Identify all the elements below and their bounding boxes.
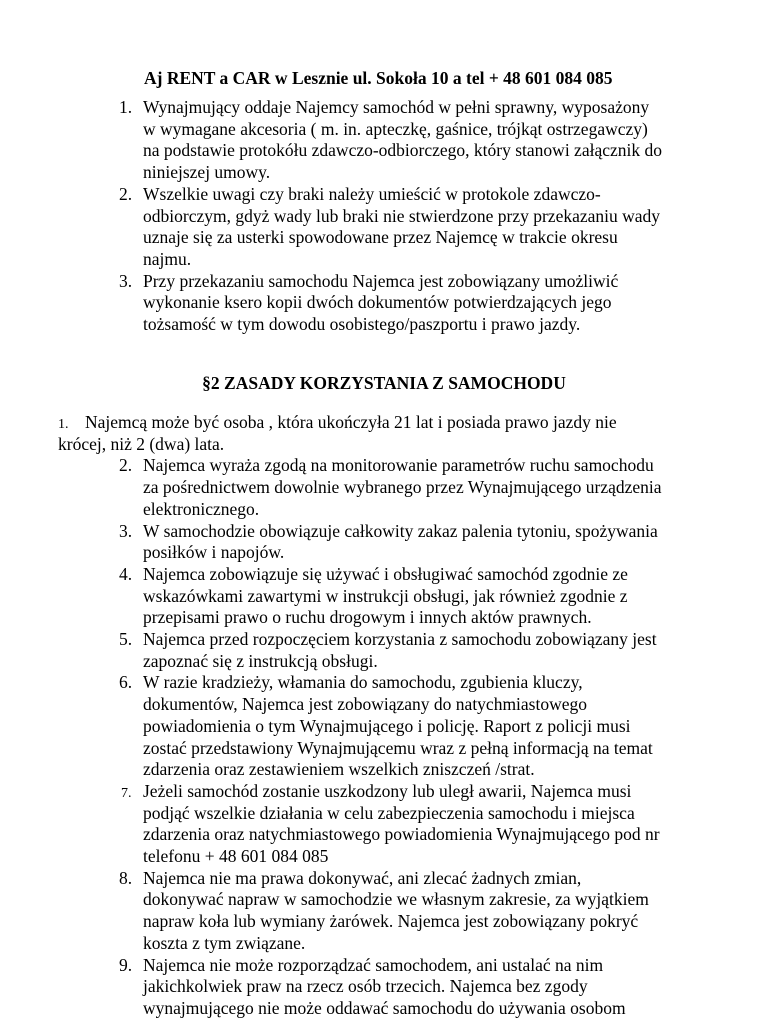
list-item-line: Najemca nie może rozporządzać samochodem, ani ustalać na nim bbox=[143, 954, 604, 975]
list-item-number: 7. bbox=[121, 785, 132, 801]
list-item-line: za pośrednictwem dowolnie wybranego przez Wynajmującego urządzenia bbox=[143, 477, 662, 498]
list-item-line: Najemca przed rozpoczęciem korzystania z samochodu zobowiązany jest bbox=[143, 629, 657, 650]
list-item-line: W razie kradzieży, włamania do samochodu, zgubienia kluczy, bbox=[143, 672, 583, 693]
list-item-line: wskazówkami zawartymi w instrukcji obsługi, jak również zgodnie z bbox=[143, 585, 628, 606]
list-item-number: 8. bbox=[119, 867, 133, 888]
list-item-line: powiadomienia o tym Wynajmującego i policję. Raport z policji musi bbox=[143, 715, 631, 736]
section2-list bbox=[0, 412, 768, 1020]
list-item-line: telefonu + 48 601 084 085 bbox=[143, 846, 329, 867]
list-item-number: 9. bbox=[119, 954, 133, 975]
list-item-line: Wszelkie uwagi czy braki należy umieścić w protokole zdawczo- bbox=[143, 183, 601, 204]
list-item bbox=[0, 184, 768, 271]
list-item-line: odbiorczym, gdyż wady lub braki nie stwierdzone przy przekazaniu wady bbox=[143, 205, 661, 226]
list-item-line: dokonywać napraw w samochodzie we własnym zakresie, za wyjątkiem bbox=[143, 889, 649, 910]
list-item bbox=[0, 412, 768, 455]
list-item bbox=[0, 455, 768, 520]
list-item bbox=[0, 781, 768, 868]
list-item bbox=[0, 629, 768, 672]
list-item-line: Wynajmujący oddaje Najemcy samochód w pełni sprawny, wyposażony bbox=[143, 97, 650, 117]
section2-title: §2 ZASADY KORZYSTANIA Z SAMOCHODU bbox=[202, 373, 566, 393]
list-item-line: przepisami prawo o ruchu drogowym i innych aktów prawnych. bbox=[143, 607, 592, 628]
list-item-line: Najemcą może być osoba , która ukończyła 21 lat i posiada prawo jazdy nie bbox=[85, 412, 617, 432]
document-header: Aj RENT a CAR w Lesznie ul. Sokoła 10 a tel + 48 601 084 085 bbox=[144, 68, 613, 88]
list-item-number: 1. bbox=[119, 97, 133, 117]
list-item-line: podjąć wszelkie działania w celu zabezpieczenia samochodu i miejsca bbox=[143, 802, 635, 823]
list-item-line: Przy przekazaniu samochodu Najemca jest zobowiązany umożliwić bbox=[143, 270, 619, 291]
list-item-line: niniejszej umowy. bbox=[143, 162, 271, 183]
list-item-line: posiłków i napojów. bbox=[143, 542, 285, 563]
list-item-line: wykonanie ksero kopii dwóch dokumentów potwierdzających jego bbox=[143, 292, 612, 313]
list-item-number: 3. bbox=[119, 270, 133, 291]
list-item-line: wynajmującego nie może oddawać samochodu do używania osobom bbox=[143, 997, 626, 1018]
list-item-number: 1. bbox=[58, 417, 69, 432]
list-item-line: Najemca wyraża zgodą na monitorowanie parametrów ruchu samochodu bbox=[143, 455, 654, 476]
list-item bbox=[0, 955, 768, 1020]
list-item-line: zdarzenia oraz natychmiastowego powiadomienia Wynajmującego pod nr bbox=[143, 824, 660, 845]
list-item-line: koszta z tym związane. bbox=[143, 932, 306, 953]
list-item-line: w wymagane akcesoria ( m. in. apteczkę, gaśnice, trójkąt ostrzegawczy) bbox=[143, 118, 648, 139]
list-item bbox=[0, 868, 768, 955]
list-item-line: krócej, niż 2 (dwa) lata. bbox=[58, 433, 225, 454]
list-item-line: tożsamość w tym dowodu osobistego/paszportu i prawo jazdy. bbox=[143, 314, 581, 335]
list-item-line: elektronicznego. bbox=[143, 498, 260, 519]
list-item bbox=[0, 97, 768, 184]
list-item bbox=[0, 672, 768, 781]
list-item-line: zostać przedstawiony Wynajmującemu wraz z pełną informacją na temat bbox=[143, 737, 653, 758]
list-item-line: zapoznać się z instrukcją obsługi. bbox=[143, 650, 378, 671]
list-item bbox=[0, 521, 768, 564]
list-item-number: 2. bbox=[119, 455, 133, 476]
list-item-line: na podstawie protokółu zdawczo-odbiorczego, który stanowi załącznik do bbox=[143, 140, 662, 161]
list-item-line: jakichkolwiek praw na rzecz osób trzecich. Najemca bez zgody bbox=[143, 976, 588, 997]
list-item-number: 6. bbox=[119, 672, 133, 693]
list-item-line: W samochodzie obowiązuje całkowity zakaz palenia tytoniu, spożywania bbox=[143, 520, 658, 541]
list-item-line: Jeżeli samochód zostanie uszkodzony lub uległ awarii, Najemca musi bbox=[143, 780, 632, 801]
list-item bbox=[0, 271, 768, 336]
section1-list bbox=[0, 97, 768, 336]
list-item-number: 4. bbox=[119, 563, 133, 584]
list-item-line: Najemca zobowiązuje się używać i obsługiwać samochód zgodnie ze bbox=[143, 563, 628, 584]
list-item-line: dokumentów, Najemca jest zobowiązany do natychmiastowego bbox=[143, 694, 588, 715]
list-item-number: 3. bbox=[119, 520, 133, 541]
list-item-line: uznaje się za usterki spowodowane przez Najemcę w trakcie okresu bbox=[143, 227, 618, 248]
list-item bbox=[0, 564, 768, 629]
list-item-line: napraw koła lub wymiany żarówek. Najemca jest zobowiązany pokryć bbox=[143, 911, 639, 932]
list-item-line: zdarzenia oraz zestawieniem wszelkich zniszczeń /strat. bbox=[143, 759, 535, 780]
list-item-line: Najemca nie ma prawa dokonywać, ani zlecać żadnych zmian, bbox=[143, 867, 582, 888]
list-item-number: 5. bbox=[119, 629, 133, 650]
list-item-number: 2. bbox=[119, 183, 133, 204]
list-item-line: najmu. bbox=[143, 248, 192, 269]
